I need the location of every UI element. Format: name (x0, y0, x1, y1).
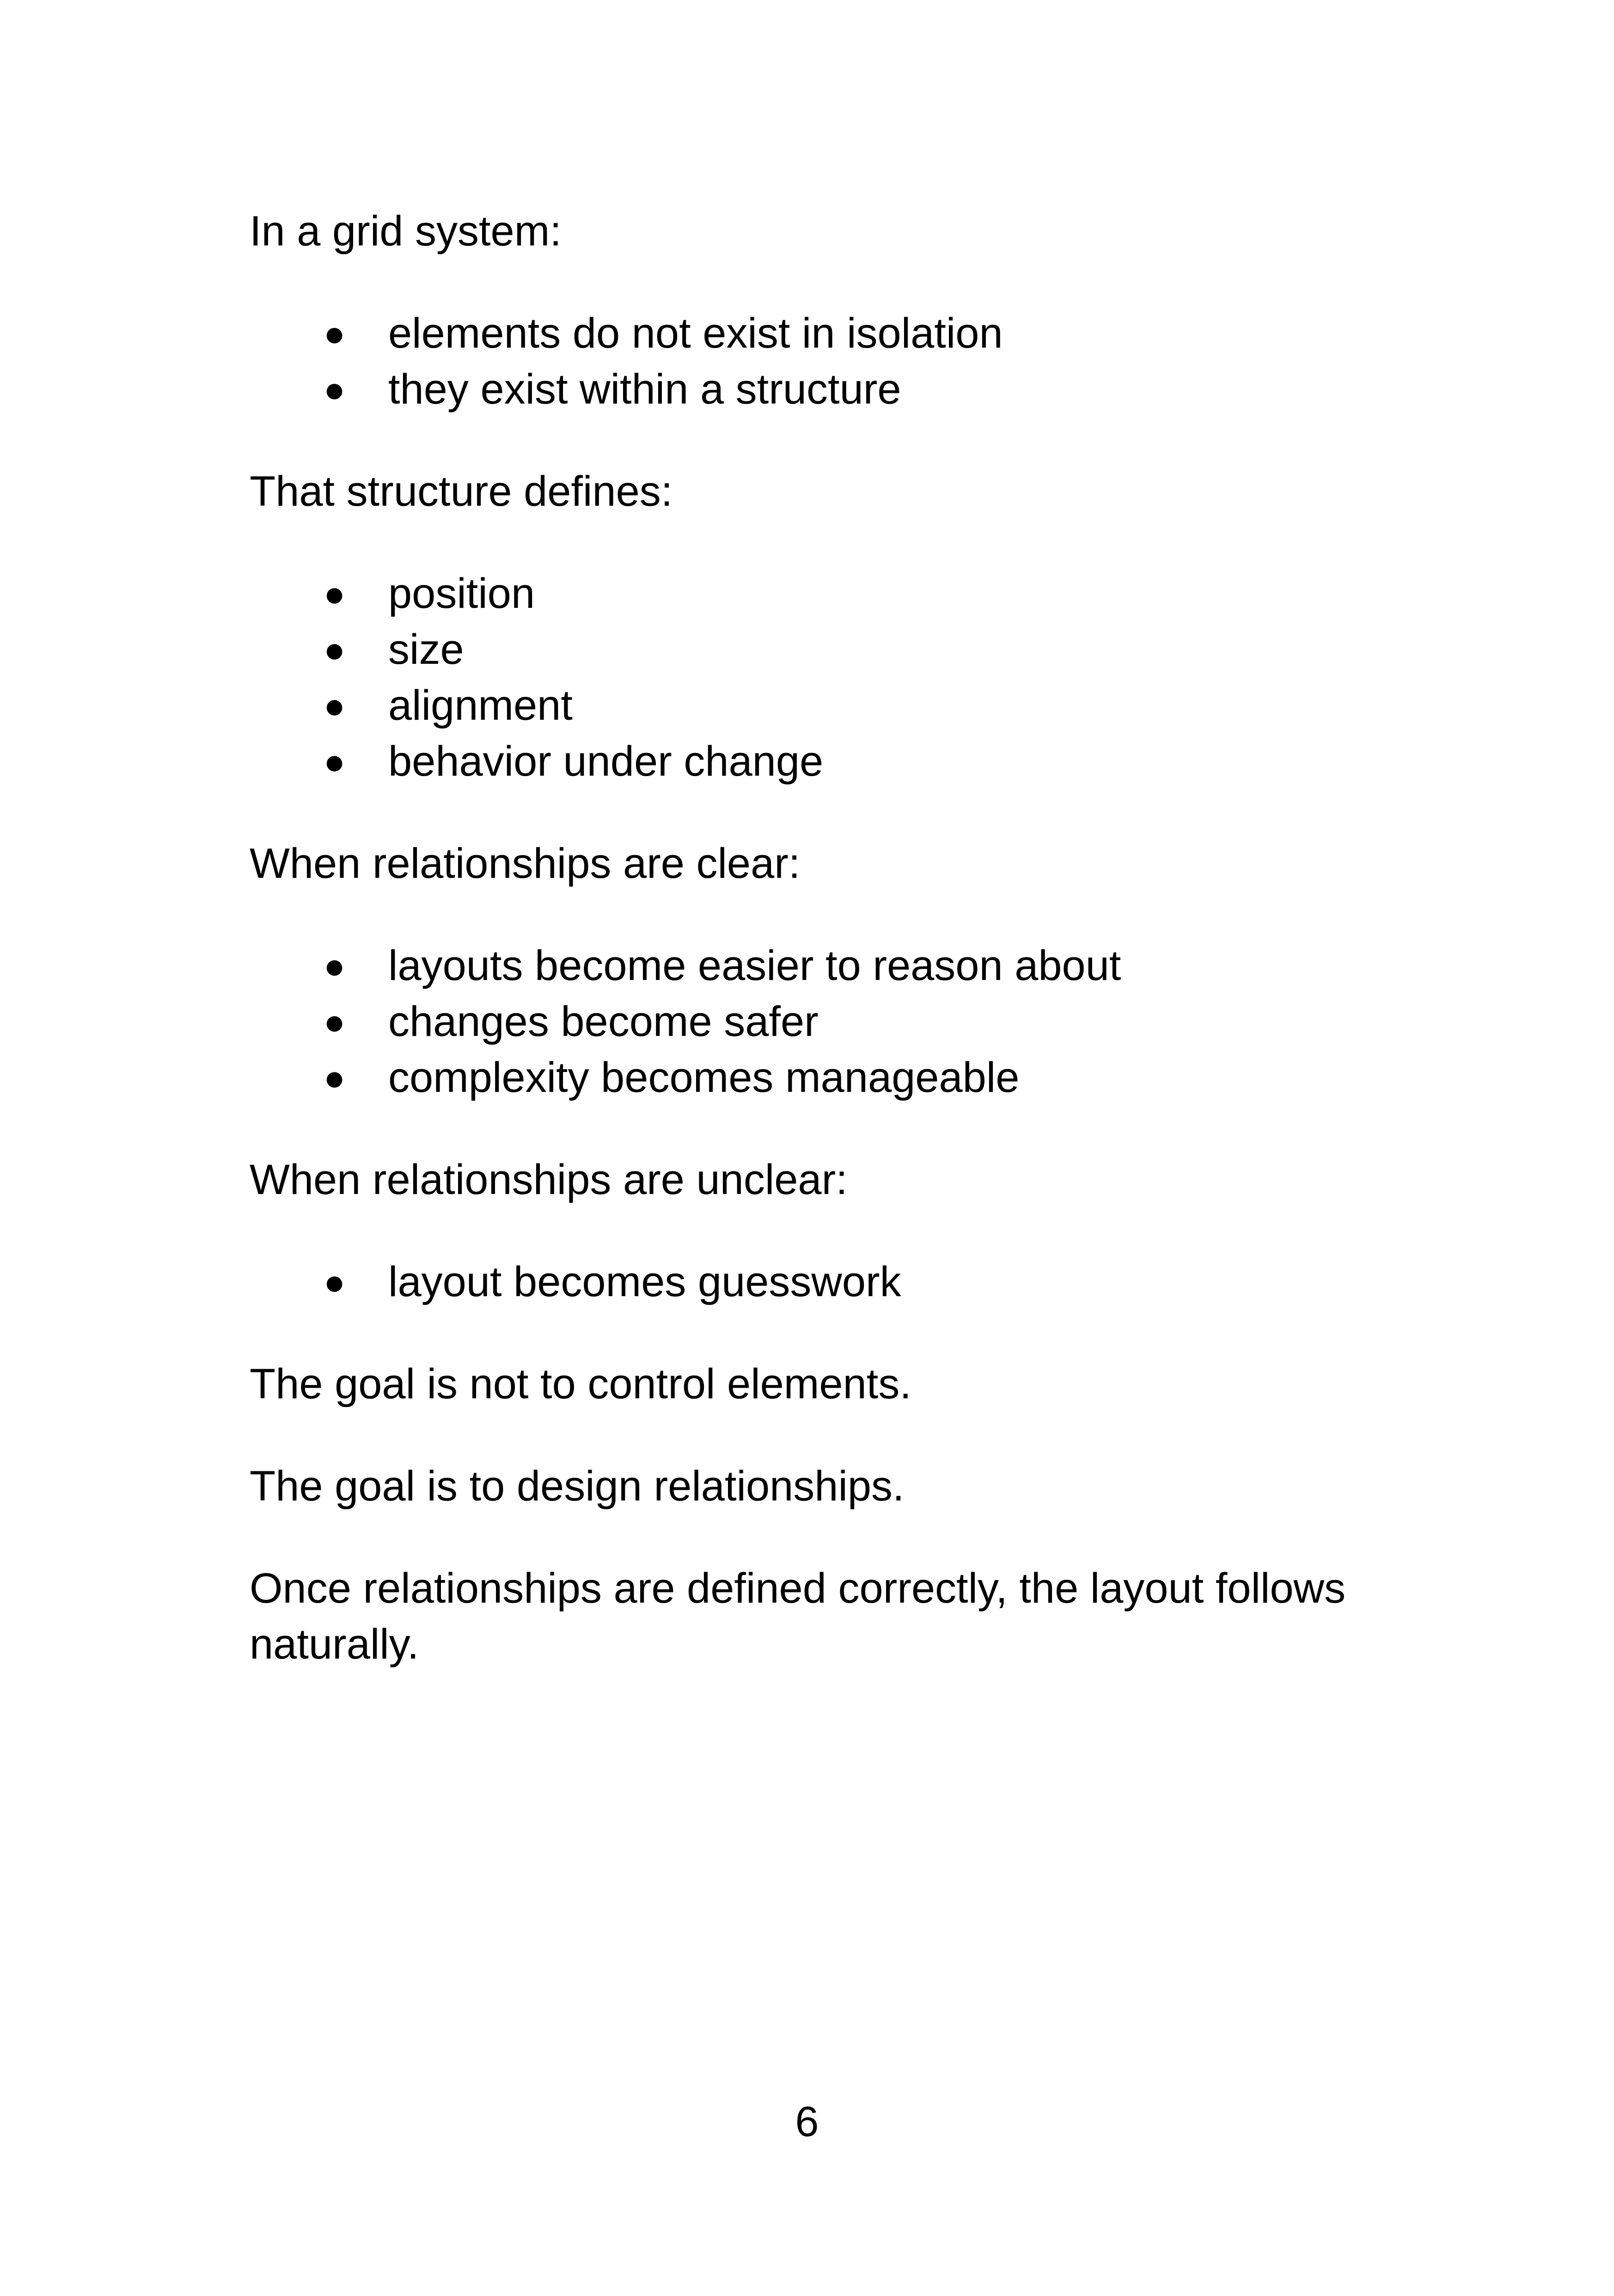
list-item: ● behavior under change (250, 734, 1377, 790)
list-item: ● alignment (250, 678, 1377, 734)
list-item: ● layouts become easier to reason about (250, 938, 1377, 994)
list-item: ● complexity becomes manageable (250, 1050, 1377, 1106)
paragraph-goal-not-control: The goal is not to control elements. (250, 1360, 911, 1408)
paragraph-grid-system: In a grid system: (250, 208, 562, 255)
paragraph-relationships-unclear: When relationships are unclear: (250, 1156, 848, 1203)
page-content (250, 203, 1377, 1672)
bullet-icon: ● (324, 313, 346, 354)
bullet-list-grid-system (250, 306, 1377, 417)
bullet-icon: ● (324, 945, 346, 986)
bullet-list-structure-defines (250, 566, 1377, 790)
bullet-icon: ● (324, 685, 346, 726)
bullet-icon: ● (324, 741, 346, 782)
list-item: ● layout becomes guesswork (250, 1254, 1377, 1310)
list-item: ● size (250, 622, 1377, 678)
list-item: ● they exist within a structure (250, 361, 1377, 417)
paragraph-structure-defines: That structure defines: (250, 468, 673, 515)
bullet-icon: ● (324, 369, 346, 410)
paragraph-goal-design: The goal is to design relationships. (250, 1463, 905, 1510)
bullet-icon: ● (324, 1261, 346, 1302)
page-number: 6 (795, 2098, 819, 2145)
bullet-list-relationships-clear (250, 938, 1377, 1106)
bullet-icon: ● (324, 1057, 346, 1098)
bullet-icon: ● (324, 573, 346, 614)
bullet-icon: ● (324, 1001, 346, 1042)
list-item: ● elements do not exist in isolation (250, 306, 1377, 361)
list-item: ● changes become safer (250, 994, 1377, 1050)
bullet-list-relationships-unclear (250, 1254, 1377, 1310)
list-item: ● position (250, 566, 1377, 622)
paragraph-layout-follows: Once relationships are defined correctly, the layout follows naturally. (250, 1565, 1346, 1668)
paragraph-relationships-clear: When relationships are clear: (250, 840, 801, 887)
bullet-icon: ● (324, 629, 346, 670)
